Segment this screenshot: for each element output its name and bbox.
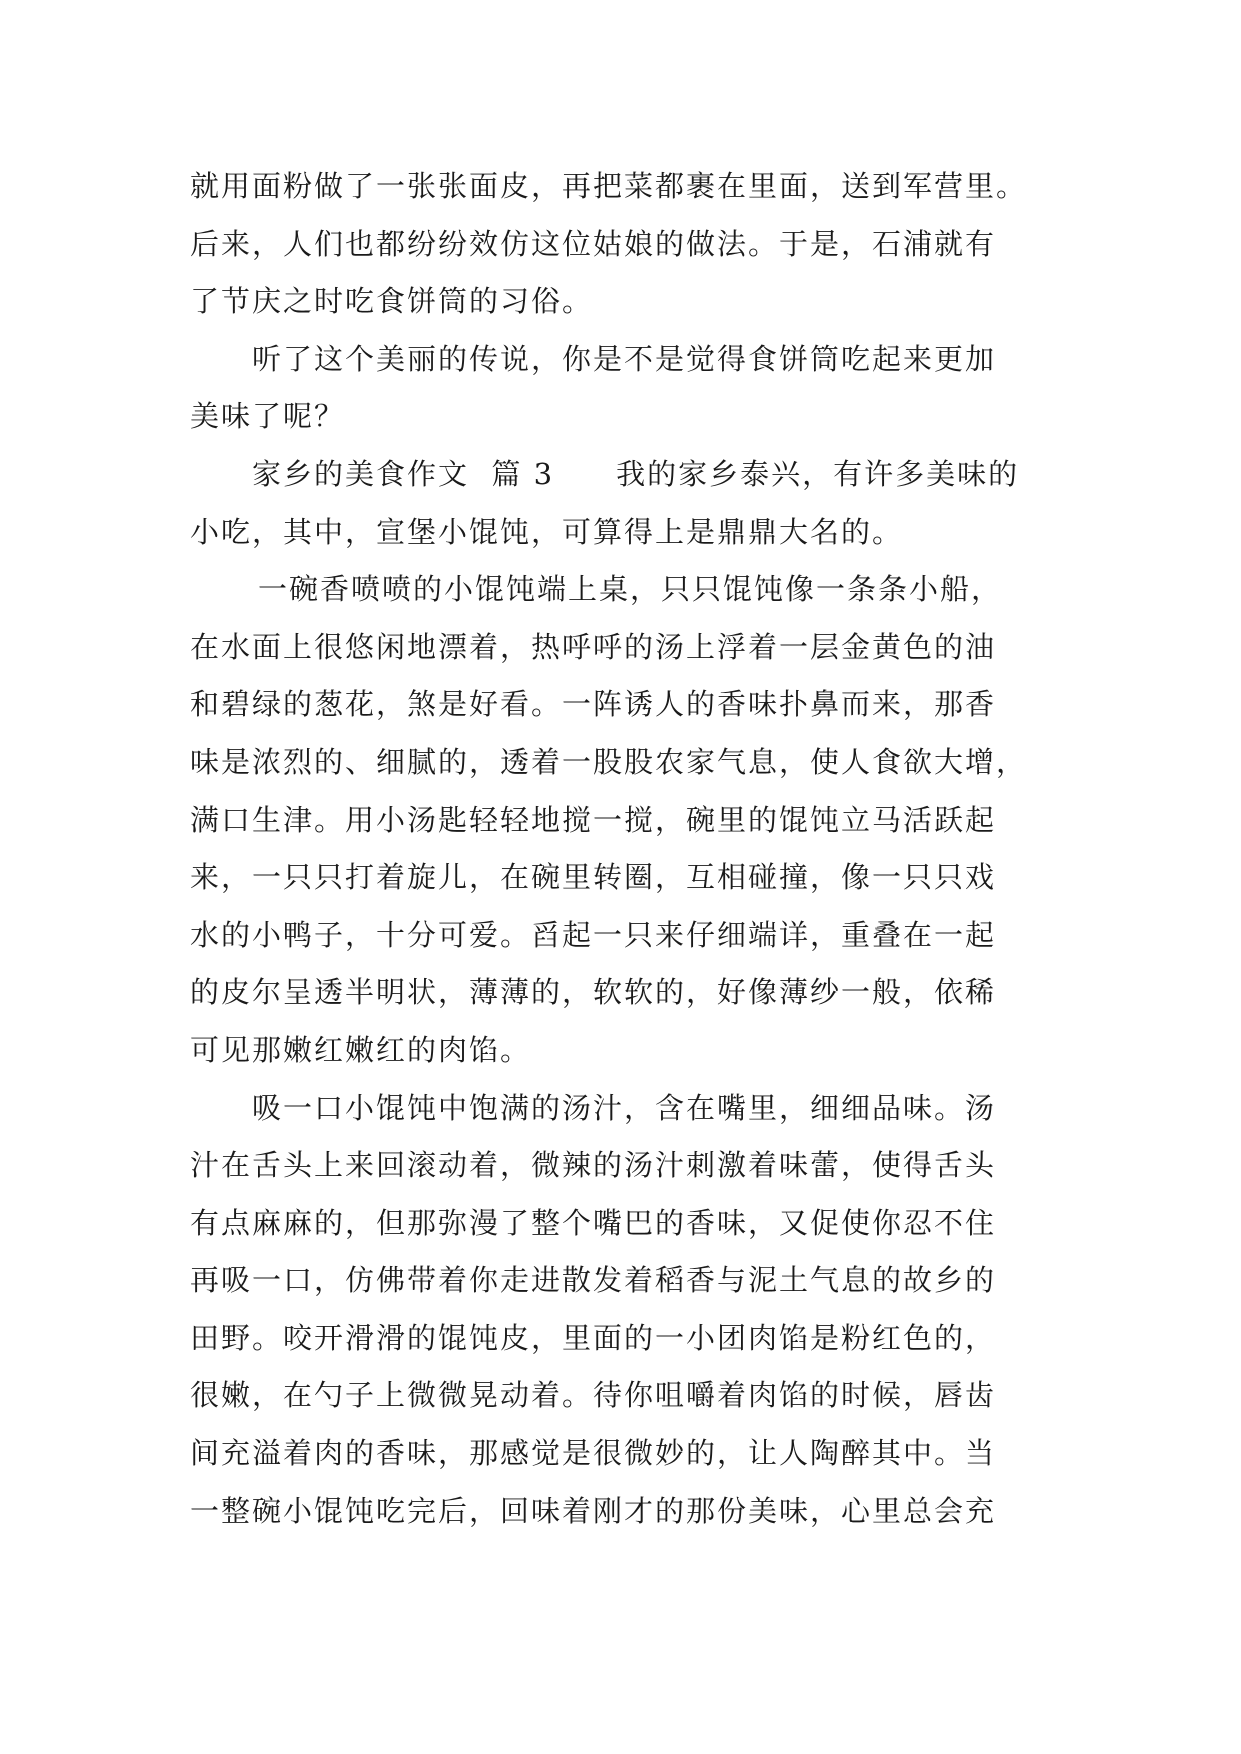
paragraph-4 bbox=[190, 561, 1060, 1079]
text-line: 满口生津。用小汤匙轻轻地搅一搅，碗里的馄饨立马活跃起 bbox=[190, 802, 997, 837]
text-line: 味是浓烈的、细腻的，透着一股股农家气息，使人食欲大增， bbox=[190, 744, 1028, 779]
paragraph-1 bbox=[190, 158, 1060, 331]
essay-body bbox=[190, 158, 1060, 1540]
text-line: 后来，人们也都纷纷效仿这位姑娘的做法。于是，石浦就有 bbox=[190, 226, 997, 261]
text-line: 和碧绿的葱花，煞是好看。一阵诱人的香味扑鼻而来，那香 bbox=[190, 687, 997, 722]
text-line: 有点麻麻的，但那弥漫了整个嘴巴的香味，又促使你忍不住 bbox=[190, 1205, 997, 1240]
text-line: 可见那嫩红嫩红的肉馅。 bbox=[190, 1032, 532, 1067]
text-line: 水的小鸭子，十分可爱。舀起一只来仔细端详，重叠在一起 bbox=[190, 917, 997, 952]
text-line: 听了这个美丽的传说，你是不是觉得食饼筒吃起来更加 bbox=[252, 341, 997, 376]
text-line: 田野。咬开滑滑的馄饨皮，里面的一小团肉馅是粉红色的， bbox=[190, 1320, 997, 1355]
text-line: 汁在舌头上来回滚动着，微辣的汤汁刺激着味蕾，使得舌头 bbox=[190, 1148, 997, 1183]
text-line: 吸一口小馄饨中饱满的汤汁，含在嘴里，细细品味。汤 bbox=[252, 1090, 997, 1125]
text-line: 来，一只只打着旋儿，在碗里转圈，互相碰撞，像一只只戏 bbox=[190, 860, 997, 895]
paragraph-5 bbox=[190, 1080, 1060, 1541]
text-line: 一碗香喷喷的小馄饨端上桌，只只馄饨像一条条小船， bbox=[258, 572, 1003, 607]
text-line: 再吸一口，仿佛带着你走进散发着稻香与泥土气息的故乡的 bbox=[190, 1263, 997, 1298]
paragraph-2 bbox=[190, 331, 1060, 446]
text-line: 一整碗小馄饨吃完后，回味着刚才的那份美味，心里总会充 bbox=[190, 1493, 997, 1528]
text-line: 间充溢着肉的香味，那感觉是很微妙的，让人陶醉其中。当 bbox=[190, 1436, 997, 1471]
text-line: 的皮尔呈透半明状，薄薄的，软软的，好像薄纱一般，依稀 bbox=[190, 975, 997, 1010]
text-line: 了节庆之时吃食饼筒的习俗。 bbox=[190, 284, 594, 319]
text-line: 美味了呢？ bbox=[190, 399, 346, 434]
text-line: 在水面上很悠闲地漂着，热呼呼的汤上浮着一层金黄色的油 bbox=[190, 629, 997, 664]
text-line: 很嫩，在勺子上微微晃动着。待你咀嚼着肉馅的时候，唇齿 bbox=[190, 1378, 997, 1413]
paragraph-3 bbox=[190, 446, 1060, 561]
text-line bbox=[190, 446, 1060, 504]
text-fragment: 我的家乡泰兴，有许多美味的 bbox=[616, 456, 1020, 491]
text-line: 就用面粉做了一张张面皮，再把菜都裹在里面，送到军营里。 bbox=[190, 169, 1028, 203]
section-title: 家乡的美食作文 篇 3 bbox=[252, 456, 555, 491]
text-line: 小吃，其中，宣堡小馄饨，可算得上是鼎鼎大名的。 bbox=[190, 514, 904, 549]
